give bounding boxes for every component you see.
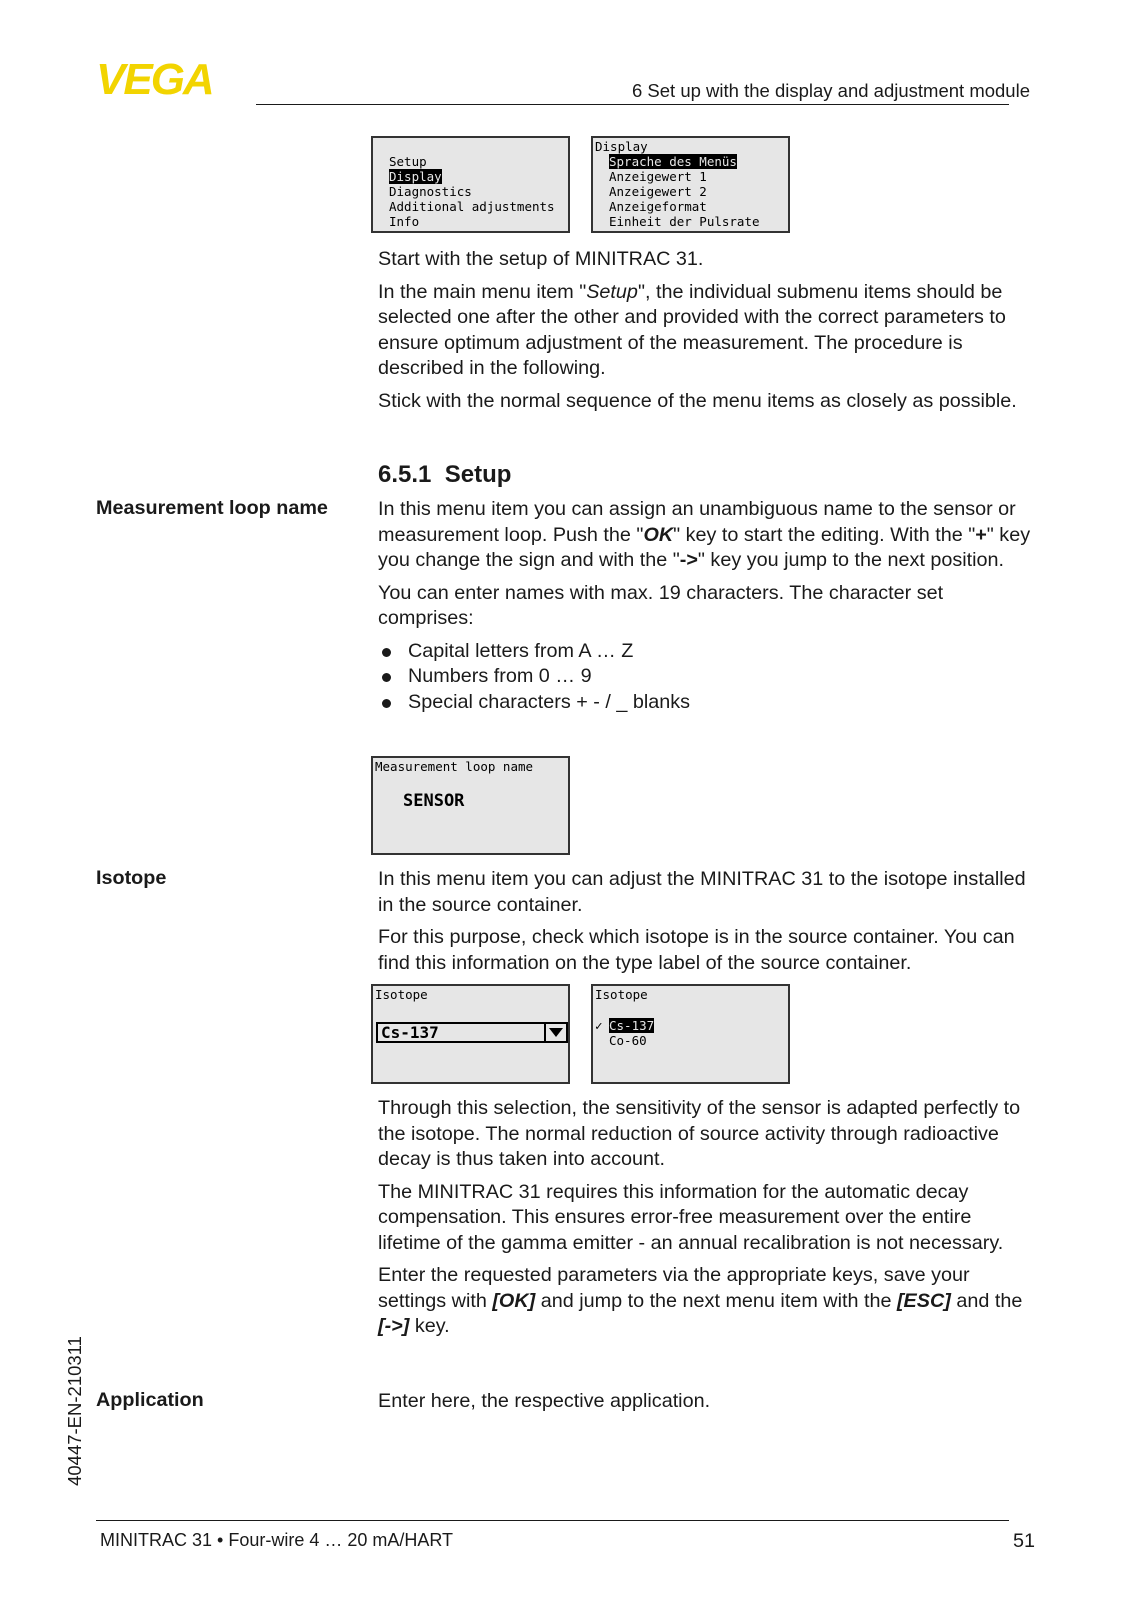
menu-item: Setup (389, 154, 427, 169)
isotope-intro-block (378, 867, 1038, 983)
screen-title: Isotope (375, 987, 428, 1002)
menu-item-selected: Display (389, 169, 442, 184)
screen-title: Measurement loop name (375, 759, 534, 774)
loop-name-paragraph: In this menu item you can assign an unambiguous name to the sensor or measurement loop. Push the "OK" key to start the editing. With the "+" key you change the sign and with the "->" key you jump to the next position. (378, 498, 1031, 571)
menu-item: Anzeigewert 1 (609, 169, 707, 184)
isotope-paragraph: In this menu item you can adjust the MINITRAC 31 to the isotope installed in the source container. (378, 868, 1026, 916)
footer-rule (96, 1520, 1009, 1521)
application-label: Application (96, 1389, 204, 1411)
screen-title: Display (595, 139, 648, 154)
footer-product: MINITRAC 31 • Four-wire 4 … 20 mA/HART (100, 1530, 454, 1550)
menu-item: Diagnostics (389, 184, 472, 199)
page-number: 51 (1012, 1530, 1035, 1552)
isotope-paragraph: For this purpose, check which isotope is in the source container. You can find this information on the type label of the source container. (378, 926, 1015, 974)
isotope-paragraph: Through this selection, the sensitivity of the sensor is adapted perfectly to the isotope. The normal reduction of source activity through radioactive decay is thus taken into account. (378, 1097, 1021, 1170)
menu-item: Anzeigewert 2 (609, 184, 707, 199)
list-item: Numbers from 0 … 9 (378, 664, 1038, 690)
character-set-list (378, 639, 1038, 716)
list-item: Capital letters from A … Z (378, 639, 1038, 665)
logo-text: VEGA (96, 58, 213, 98)
intro-paragraph: Start with the setup of MINITRAC 31. (378, 248, 704, 270)
chevron-down-icon (544, 1024, 566, 1041)
isotope-option-selected: Cs-137 (609, 1018, 655, 1033)
check-icon: ✓ (595, 1018, 603, 1033)
isotope-list-screen (591, 984, 790, 1084)
display-menu-screen (591, 136, 790, 233)
measurement-loop-name-label: Measurement loop name (96, 497, 328, 519)
list-item: Special characters + - / _ blanks (378, 690, 1038, 716)
header-rule (256, 104, 1009, 105)
menu-item: Additional adjustments (389, 199, 555, 214)
screen-title: Isotope (595, 987, 648, 1002)
isotope-select-screen (371, 984, 570, 1084)
isotope-dropdown-value: Cs-137 (381, 1023, 439, 1042)
section-header: 6 Set up with the display and adjustment module (632, 80, 1030, 101)
menu-item: Einheit der Pulsrate (609, 214, 760, 229)
isotope-dropdown (376, 1022, 568, 1043)
loop-name-block (378, 497, 1038, 722)
isotope-detail-block (378, 1096, 1038, 1347)
setup-heading: 6.5.1 Setup (378, 461, 512, 488)
menu-item-selected: Sprache des Menüs (609, 154, 737, 169)
main-menu-screen (371, 136, 570, 233)
loop-name-screen (371, 756, 570, 855)
isotope-paragraph: The MINITRAC 31 requires this information for the automatic decay compensation. This ensures error-free measurement over the entire lifetime of the gamma emitter - an annual recalibration is not necessary. (378, 1180, 1004, 1254)
menu-item: Info (389, 214, 420, 229)
isotope-paragraph: Enter the requested parameters via the appropriate keys, save your settings with [OK] and jump to the next menu item with the [ESC] and the [->] key. (378, 1264, 1023, 1337)
intro-paragraph: In the main menu item "Setup", the individual submenu items should be selected one after the other and provided with the correct parameters to ensure optimum adjustment of the measurement. The procedure is described in the following. (378, 280, 1006, 379)
isotope-label: Isotope (96, 867, 167, 889)
loop-name-paragraph: You can enter names with max. 19 characters. The character set comprises: (378, 581, 944, 629)
document-code: 40447-EN-210311 (64, 1336, 85, 1486)
loop-name-value: SENSOR (403, 791, 465, 811)
intro-paragraph: Stick with the normal sequence of the menu items as closely as possible. (378, 389, 1017, 412)
application-block (378, 1389, 1038, 1422)
intro-block (378, 247, 1038, 421)
application-paragraph: Enter here, the respective application. (378, 1390, 711, 1412)
menu-item: Anzeigeformat (609, 199, 707, 214)
isotope-option: Co-60 (609, 1033, 647, 1048)
vega-logo (96, 58, 246, 98)
